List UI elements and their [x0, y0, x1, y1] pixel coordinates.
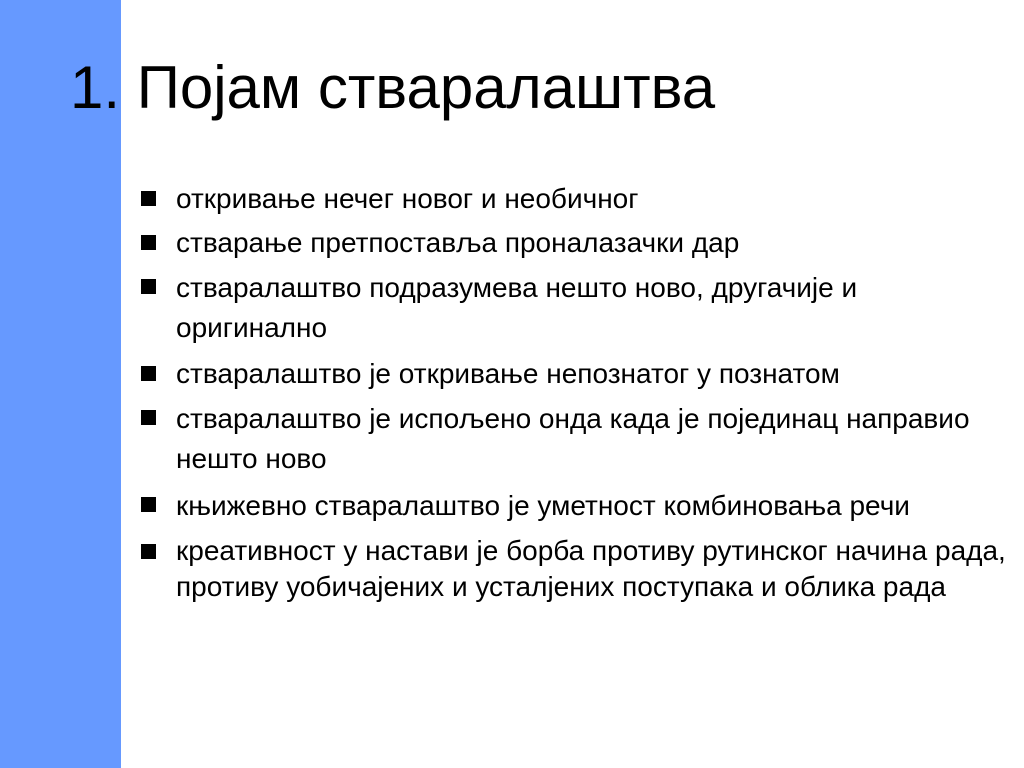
slide-title: 1. Појам стваралаштва [70, 54, 716, 121]
list-item [138, 399, 1008, 479]
list-item [138, 224, 1008, 261]
square-bullet-icon [141, 497, 156, 512]
list-item [138, 268, 1008, 348]
bullet-text: књижевно стваралаштво је уметност комбиновања речи [176, 490, 910, 521]
square-bullet-icon [141, 544, 156, 559]
bullet-text: креативност у настави је борба противу рутинског начина рада, противу уобичајених и усталјених поступака и облика рада [176, 535, 1006, 602]
list-item [138, 180, 1008, 217]
list-item [138, 533, 1008, 605]
square-bullet-icon [141, 191, 156, 206]
square-bullet-icon [141, 279, 156, 294]
bullet-text: стваралаштво је испољено онда када је појединац направио нешто ново [176, 403, 970, 474]
square-bullet-icon [141, 235, 156, 250]
list-item [138, 486, 1008, 526]
square-bullet-icon [141, 366, 156, 381]
list-item [138, 355, 1008, 392]
square-bullet-icon [141, 410, 156, 425]
bullet-text: стварање претпоставља проналазачки дар [176, 227, 740, 258]
bullet-text: откривање нечег новог и необичног [176, 183, 639, 214]
bullet-list [138, 180, 1008, 612]
bullet-text: стваралаштво подразумева нешто ново, другачије и оригинално [176, 272, 858, 343]
bullet-text: стваралаштво је откривање непознатог у познатом [176, 358, 840, 389]
